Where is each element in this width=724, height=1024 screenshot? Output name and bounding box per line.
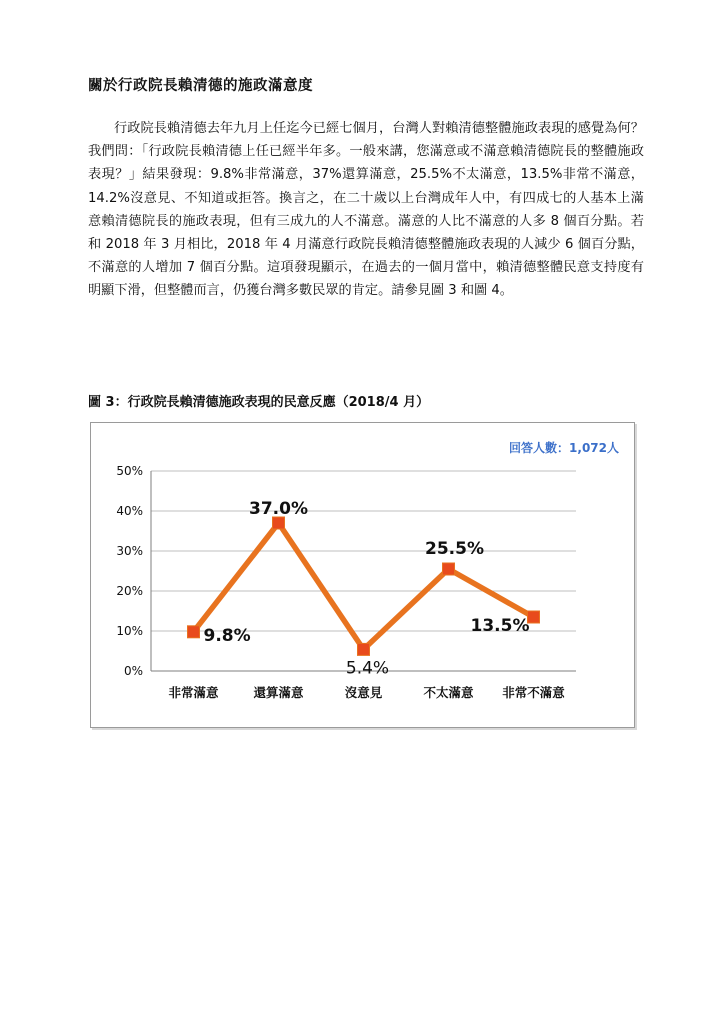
x-category-label: 非常不滿意 [502, 685, 565, 700]
y-tick-labels [116, 464, 143, 678]
line-chart [91, 423, 636, 729]
data-label: 13.5% [470, 616, 530, 636]
data-point-marker [443, 563, 455, 575]
data-label: 5.4% [345, 658, 390, 679]
x-category-labels [168, 685, 565, 700]
x-category-label: 非常滿意 [168, 685, 219, 700]
x-category-label: 還算滿意 [253, 685, 304, 700]
x-category-label: 不太滿意 [423, 685, 474, 700]
y-tick-label: 40% [116, 504, 143, 518]
respondents-note: 回答人數：1,072人 [509, 441, 619, 455]
body-paragraph: 行政院長賴清德去年九月上任迄今已經七個月，台灣人對賴清德整體施政表現的感覺為何？我們問：「行政院長賴清德上任已經半年多。一般來講，您滿意或不滿意賴清德院長的整體施政表現？」結果發現：9.8%非常滿意，37%還算滿意，25.5%不太滿意，13.5%非常不滿意，14.2%沒意見、不知道或拒答。換言之，在二十歲以上台灣成年人中，有四成七的人基本上滿意賴清德院長的施政表現，但有三成九的人不滿意。滿意的人比不滿意的人多 8 個百分點。若和 2018 年 3 月相比，2018 年 4 月滿意行政院長賴清德整體施政表現的人減少 6 個百分點，不滿意的人增加 7 個百分點。這項發現顯示，在過去的一個月當中，賴清德整體民意支持度有明顯下滑，但整體而言，仍獲台灣多數民眾的肯定。請參見圖 3 和圖 4。 [88, 121, 644, 299]
y-tick-label: 20% [116, 584, 143, 598]
y-tick-label: 10% [116, 624, 143, 638]
data-label: 37.0% [249, 499, 308, 519]
y-tick-label: 30% [116, 544, 143, 558]
data-label: 25.5% [425, 539, 484, 559]
x-category-label: 沒意見 [344, 685, 383, 700]
data-label: 9.8% [203, 625, 251, 646]
data-point-marker [188, 626, 200, 638]
figure-caption: 圖 3：行政院長賴清德施政表現的民意反應（2018/4 月） [88, 395, 430, 410]
data-point-marker [358, 643, 370, 655]
chart-frame [90, 422, 635, 728]
y-tick-label: 0% [123, 664, 143, 678]
y-tick-label: 50% [116, 464, 143, 478]
section-heading: 關於行政院長賴清德的施政滿意度 [88, 78, 313, 94]
